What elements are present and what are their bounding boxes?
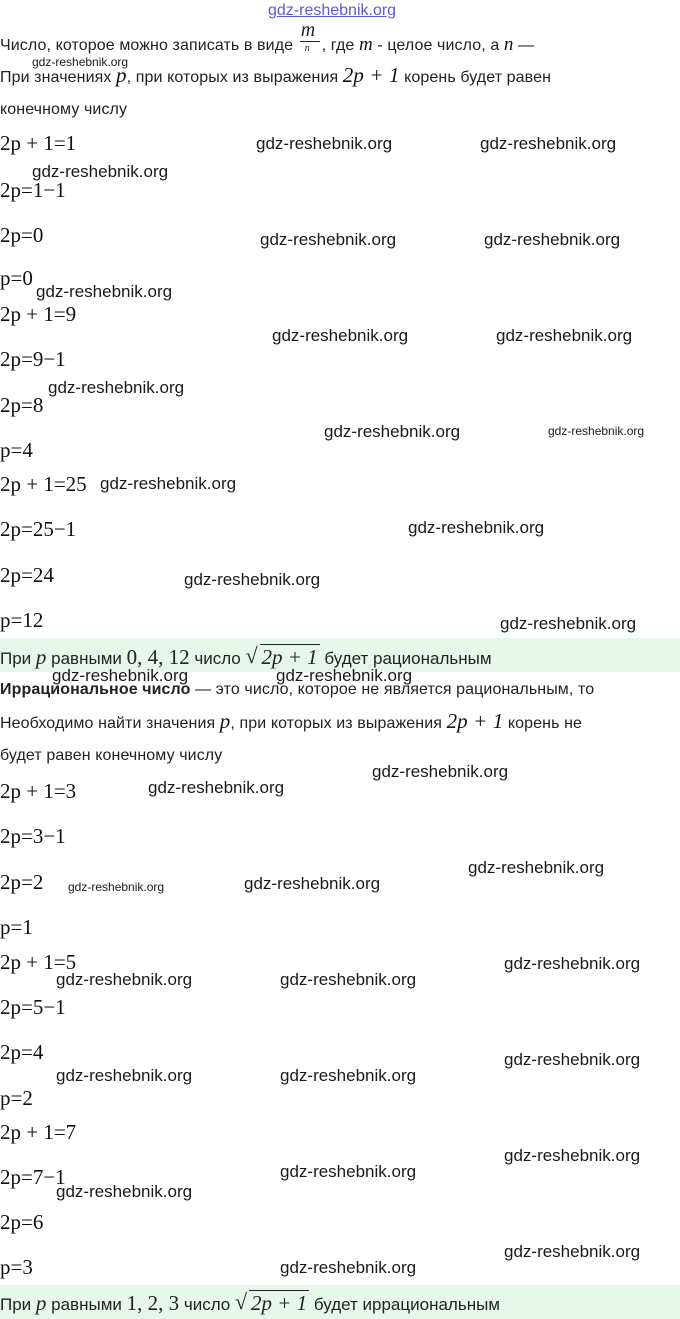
equation-line: 2p=8 <box>0 393 44 417</box>
equation-line: 2p + 1=1 <box>0 131 77 155</box>
equation-line: 2p + 1=25 <box>0 472 87 496</box>
watermark: gdz-reshebnik.org <box>372 762 509 781</box>
expression: 2p + 1 <box>342 63 400 87</box>
conclusion-text-3: число <box>183 1295 231 1314</box>
watermark: gdz-reshebnik.org <box>504 1146 641 1165</box>
equation-line: 2p=6 <box>0 1210 44 1234</box>
watermark: gdz-reshebnik.org <box>548 424 645 438</box>
definition-text: — это число, которое не является рациональным, то <box>190 681 595 698</box>
conclusion-text-3: число <box>194 649 241 668</box>
conclusion-text-2: равными <box>51 1295 122 1314</box>
equation-line: 2p=1−1 <box>0 178 66 202</box>
watermark: gdz-reshebnik.org <box>260 230 397 249</box>
watermark: gdz-reshebnik.org <box>500 614 637 633</box>
radicand: 2p + 1 <box>251 1291 308 1315</box>
task2-text-3: корень не <box>507 715 583 732</box>
equation-line: p=3 <box>0 1255 33 1279</box>
watermark: gdz-reshebnik.org <box>56 970 193 989</box>
watermark: gdz-reshebnik.org <box>244 874 381 893</box>
watermark: gdz-reshebnik.org <box>280 1258 417 1277</box>
var-m: m <box>358 34 373 55</box>
task2-line2: будет равен конечному числу <box>0 747 223 764</box>
watermark: gdz-reshebnik.org <box>32 55 129 69</box>
watermark: gdz-reshebnik.org <box>408 518 545 537</box>
watermark: gdz-reshebnik.org <box>468 858 605 877</box>
watermark: gdz-reshebnik.org <box>504 1050 641 1069</box>
conclusion-text-4: будет рациональным <box>324 649 492 668</box>
definition-text-3: - целое число, а <box>377 37 500 54</box>
watermark: gdz-reshebnik.org <box>52 666 189 685</box>
expression: 2p + 1 <box>446 709 504 733</box>
watermark: gdz-reshebnik.org <box>184 570 321 589</box>
sqrt-expression: √ 2p + 1 <box>245 643 318 669</box>
task1-text-2: , при которых из выражения <box>126 69 339 86</box>
conclusion-text: При <box>0 649 32 668</box>
watermark: gdz-reshebnik.org <box>36 282 173 301</box>
sqrt-expression: √ 2p + 1 <box>235 1289 308 1315</box>
equation-line: 2p=5−1 <box>0 995 66 1019</box>
fraction-numerator: m <box>300 18 316 41</box>
definition-text: Число, которое можно записать в виде <box>0 37 294 54</box>
values-list: 0, 4, 12 <box>126 645 190 669</box>
term-bold: Иррациональное число <box>0 681 191 698</box>
task2-text: Необходимо найти значения <box>0 715 216 732</box>
watermark: gdz-reshebnik.org <box>280 1066 417 1085</box>
equation-line: 2p=24 <box>0 563 54 587</box>
equation-line: 2p=2 <box>0 870 44 894</box>
watermark: gdz-reshebnik.org <box>68 880 165 894</box>
fraction-m-over-n <box>298 18 322 55</box>
equation-line: 2p + 1=7 <box>0 1120 77 1144</box>
equation-line: p=1 <box>0 915 33 939</box>
equation-line: p=4 <box>0 438 33 462</box>
equation-line: p=12 <box>0 608 44 632</box>
var-p: p <box>116 63 127 87</box>
watermark: gdz-reshebnik.org <box>100 474 237 493</box>
equation-line: 2p=3−1 <box>0 824 66 848</box>
watermark: gdz-reshebnik.org <box>324 422 461 441</box>
radicand: 2p + 1 <box>261 645 318 669</box>
watermark: gdz-reshebnik.org <box>56 1182 193 1201</box>
watermark: gdz-reshebnik.org <box>272 326 409 345</box>
watermark: gdz-reshebnik.org <box>496 326 633 345</box>
watermark: gdz-reshebnik.org <box>504 1242 641 1261</box>
watermark: gdz-reshebnik.org <box>256 134 393 153</box>
definition-dash: — <box>518 37 535 54</box>
equation-line: 2p + 1=5 <box>0 950 77 974</box>
conclusion-irrational <box>0 1291 500 1316</box>
watermark: gdz-reshebnik.org <box>504 954 641 973</box>
watermark-link[interactable]: gdz-reshebnik.org <box>268 2 397 19</box>
task1-text: При значениях <box>0 69 112 86</box>
task2-text-2: , при которых из выражения <box>230 715 443 732</box>
watermark: gdz-reshebnik.org <box>280 970 417 989</box>
equation-line: 2p + 1=9 <box>0 302 77 326</box>
rational-definition <box>0 18 535 56</box>
var-n: n <box>503 34 514 55</box>
equation-line: p=0 <box>0 266 33 290</box>
equation-line: p=2 <box>0 1086 33 1110</box>
var-p: p <box>35 645 47 669</box>
var-p: p <box>35 1291 47 1315</box>
definition-text-2: , где <box>321 37 355 54</box>
values-list: 1, 2, 3 <box>126 1291 180 1315</box>
watermark: gdz-reshebnik.org <box>32 162 169 181</box>
watermark: gdz-reshebnik.org <box>484 230 621 249</box>
watermark: gdz-reshebnik.org <box>480 134 617 153</box>
watermark: gdz-reshebnik.org <box>280 1162 417 1181</box>
watermark: gdz-reshebnik.org <box>276 666 413 685</box>
equation-line: 2p=0 <box>0 223 44 247</box>
watermark: gdz-reshebnik.org <box>56 1066 193 1085</box>
conclusion-text: При <box>0 1295 32 1314</box>
conclusion-text-4: будет иррациональным <box>313 1295 500 1314</box>
equation-line: 2p=4 <box>0 1040 44 1064</box>
equation-line: 2p + 1=3 <box>0 779 77 803</box>
task1-text-3: корень будет равен <box>404 69 552 86</box>
var-p: p <box>219 709 231 733</box>
fraction-denominator: n <box>304 42 310 54</box>
conclusion-text-2: равными <box>51 649 122 668</box>
watermark: gdz-reshebnik.org <box>48 378 185 397</box>
equation-line: 2p=9−1 <box>0 347 66 371</box>
task2-line1 <box>0 709 582 734</box>
task1-line2: конечному числу <box>0 101 128 118</box>
watermark: gdz-reshebnik.org <box>148 778 285 797</box>
equation-line: 2p=7−1 <box>0 1165 66 1189</box>
equation-line: 2p=25−1 <box>0 517 77 541</box>
